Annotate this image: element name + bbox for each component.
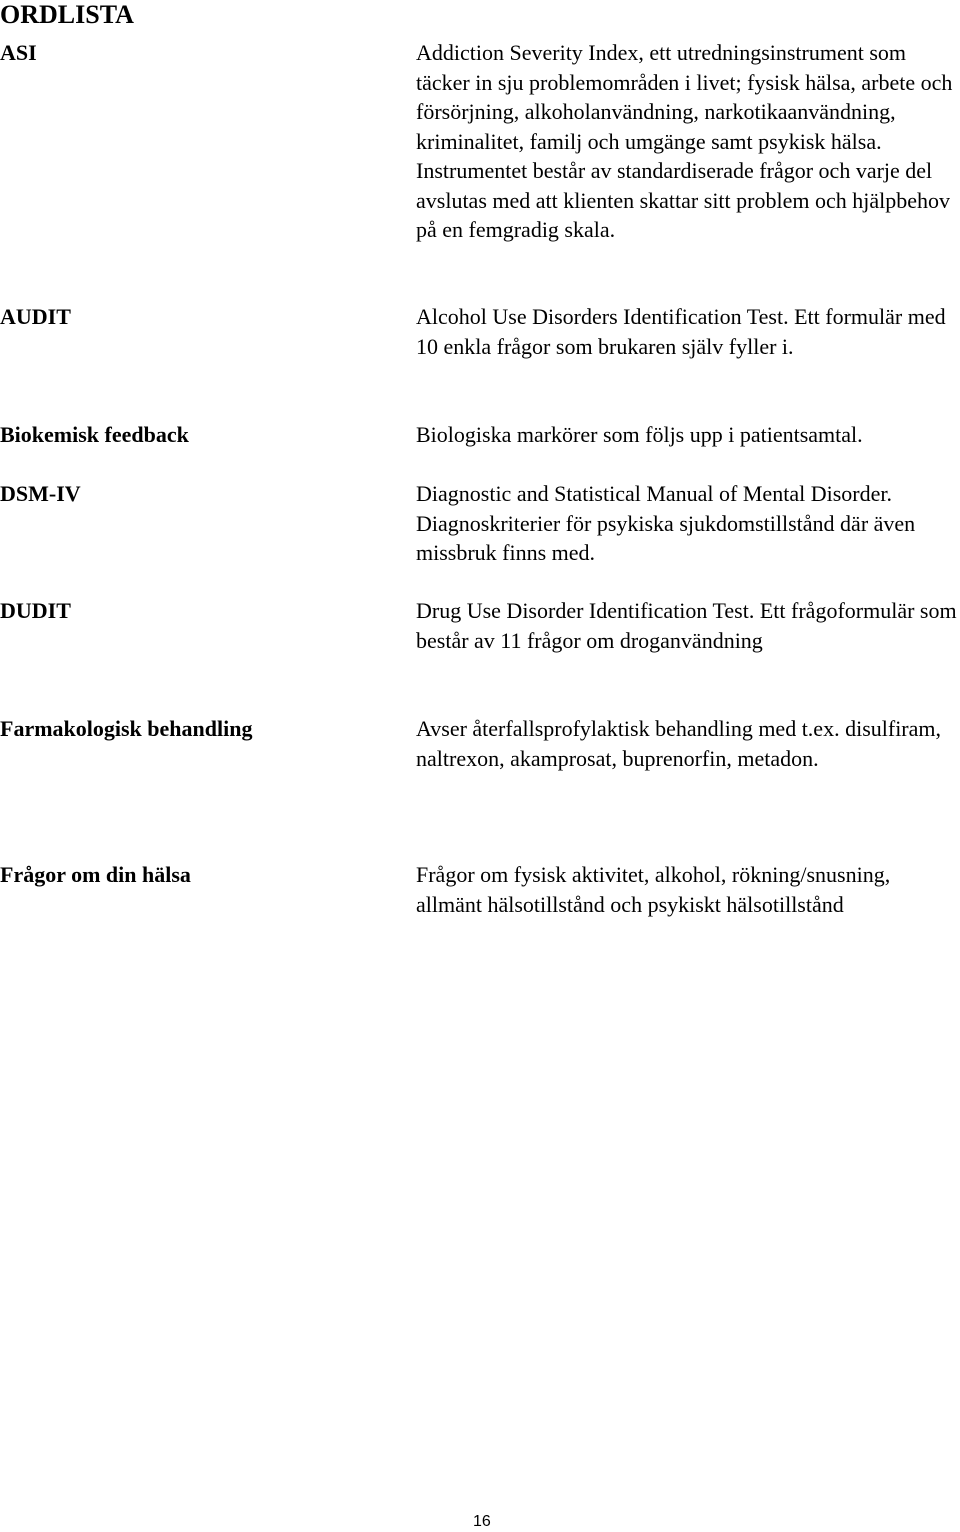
glossary-term: Biokemisk feedback [0, 422, 189, 447]
glossary-definition: Addiction Severity Index, ett utredningsinstrument som täcker in sju problemområden i livet; fysisk hälsa, arbete och försörjning, alkoholanvändning, narkotikaanvändning, kriminalitet, familj och umgänge samt psykisk hälsa. Instrumentet består av standardiserade frågor och varje del avslutas med att klienten skattar sitt problem och hjälpbehov på en femgradig skala. [416, 40, 953, 242]
glossary-definition: Diagnostic and Statistical Manual of Mental Disorder. Diagnoskriterier för psykiska sjukdomstillstånd där även missbruk finns med. [416, 481, 916, 565]
glossary-term: Farmakologisk behandling [0, 716, 253, 741]
page-number: 16 [473, 1513, 491, 1530]
glossary-term: AUDIT [0, 304, 71, 329]
glossary-term: ASI [0, 40, 37, 65]
glossary-definition: Alcohol Use Disorders Identification Test. Ett formulär med 10 enkla frågor som brukaren själv fyller i. [416, 304, 946, 359]
glossary-definition: Frågor om fysisk aktivitet, alkohol, rökning/snusning, allmänt hälsotillstånd och psykiskt hälsotillstånd [416, 862, 891, 917]
glossary-definition: Drug Use Disorder Identification Test. Ett frågoformulär som består av 11 frågor om droganvändning [416, 598, 957, 653]
glossary-definition: Avser återfallsprofylaktisk behandling med t.ex. disulfiram, naltrexon, akamprosat, buprenorfin, metadon. [416, 716, 942, 771]
glossary-term: DSM-IV [0, 481, 81, 506]
page-title: ORDLISTA [0, 0, 134, 29]
glossary-definition: Biologiska markörer som följs upp i patientsamtal. [416, 422, 863, 447]
glossary-term: DUDIT [0, 598, 71, 623]
glossary-term: Frågor om din hälsa [0, 862, 191, 887]
